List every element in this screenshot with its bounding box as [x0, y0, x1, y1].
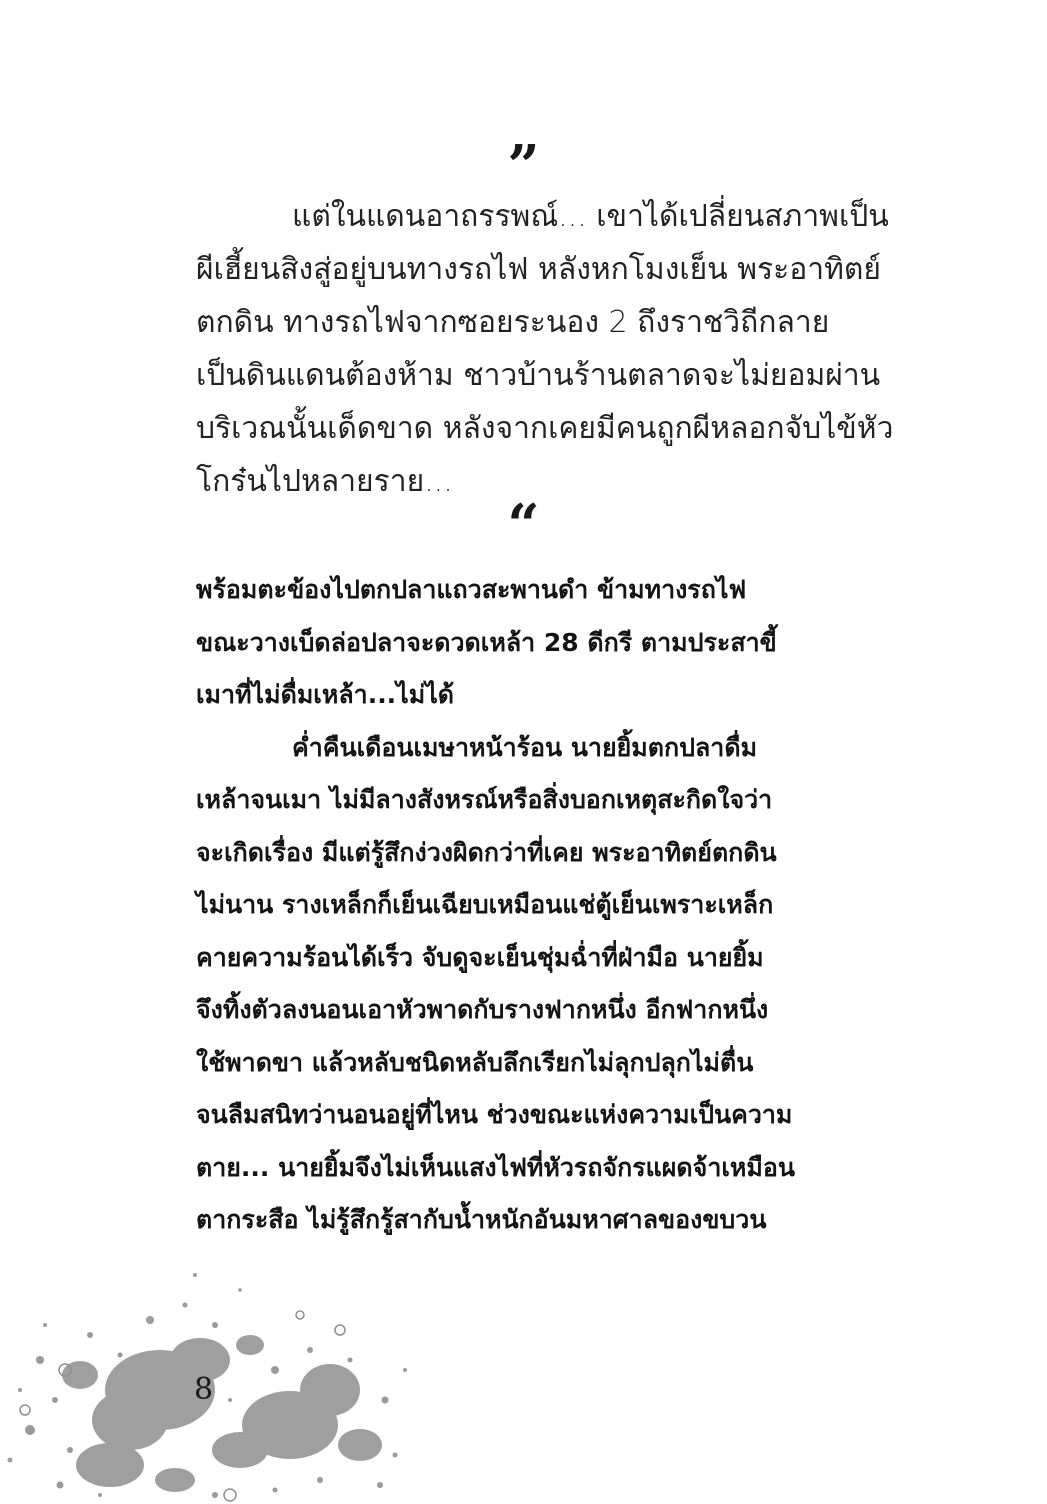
body-line: ค่ำคืนเดือนเมษาหน้าร้อน นายยิ้มตกปลาดื่ม — [292, 732, 758, 762]
body-line: ตากระสือ ไม่รู้สึกรู้สากับน้ำหนักอันมหาศาลของขบวน — [196, 1205, 767, 1234]
closing-quote-mark: “ — [507, 492, 540, 558]
quote-line: แต่ในแดนอาถรรพณ์... เขาได้เปลี่ยนสภาพเป็น — [292, 199, 889, 234]
body-line: จนลืมสนิทว่านอนอยู่ที่ไหน ช่วงขณะแห่งความเป็นความ — [196, 1100, 793, 1129]
body-line: ใช้พาดขา แล้วหลับชนิดหลับลึกเรียกไม่ลุกปลุกไม่ตื่น — [196, 1047, 754, 1077]
body-line: เหล้าจนเมา ไม่มีลางสังหรณ์หรือสิ่งบอกเหตุสะกิดใจว่า — [196, 785, 773, 814]
opening-quote-mark: ” — [507, 133, 540, 199]
quote-line: บริเวณนั้นเด็ดขาด หลังจากเคยมีคนถูกผีหลอกจับไข้หัว — [196, 411, 894, 446]
body-line: คายความร้อนได้เร็ว จับดูจะเย็นชุ่มฉ่ำที่ฝ่ามือ นายยิ้ม — [196, 942, 764, 972]
page-number: 8 — [194, 1372, 214, 1407]
quote-line: ผีเฮี้ยนสิงสู่อยู่บนทางรถไฟ หลังหกโมงเย็น พระอาทิตย์ — [196, 252, 881, 287]
body-line: จึงทิ้งตัวลงนอนเอาหัวพาดกับรางฟากหนึ่ง อีกฟากหนึ่ง — [196, 995, 769, 1024]
quote-line: โกร๋นไปหลายราย... — [196, 464, 453, 499]
body-line: เมาที่ไม่ดื่มเหล้า...ไม่ได้ — [196, 680, 455, 709]
body-text — [196, 564, 866, 1247]
body-line: ตาย... นายยิ้มจึงไม่เห็นแสงไฟที่หัวรถจักรแผดจ้าเหมือน — [196, 1152, 795, 1182]
body-line: ไม่นาน รางเหล็กก็เย็นเฉียบเหมือนแช่ตู้เย็นเพราะเหล็ก — [196, 890, 774, 919]
quote-line: ตกดิน ทางรถไฟจากซอยระนอง 2 ถึงราชวิถีกลาย — [196, 305, 830, 340]
quote-line: เป็นดินแดนต้องห้าม ชาวบ้านร้านตลาดจะไม่ยอมผ่าน — [196, 358, 881, 393]
body-line: จะเกิดเรื่อง มีแต่รู้สึกง่วงผิดกว่าที่เคย พระอาทิตย์ตกดิน — [196, 837, 777, 867]
body-line: พร้อมตะข้องไปตกปลาแถวสะพานดำ ข้ามทางรถไฟ — [196, 575, 747, 604]
pull-quote — [196, 190, 894, 508]
body-line: ขณะวางเบ็ดล่อปลาจะดวดเหล้า 28 ดีกรี ตามประสาขี้ — [196, 627, 777, 657]
